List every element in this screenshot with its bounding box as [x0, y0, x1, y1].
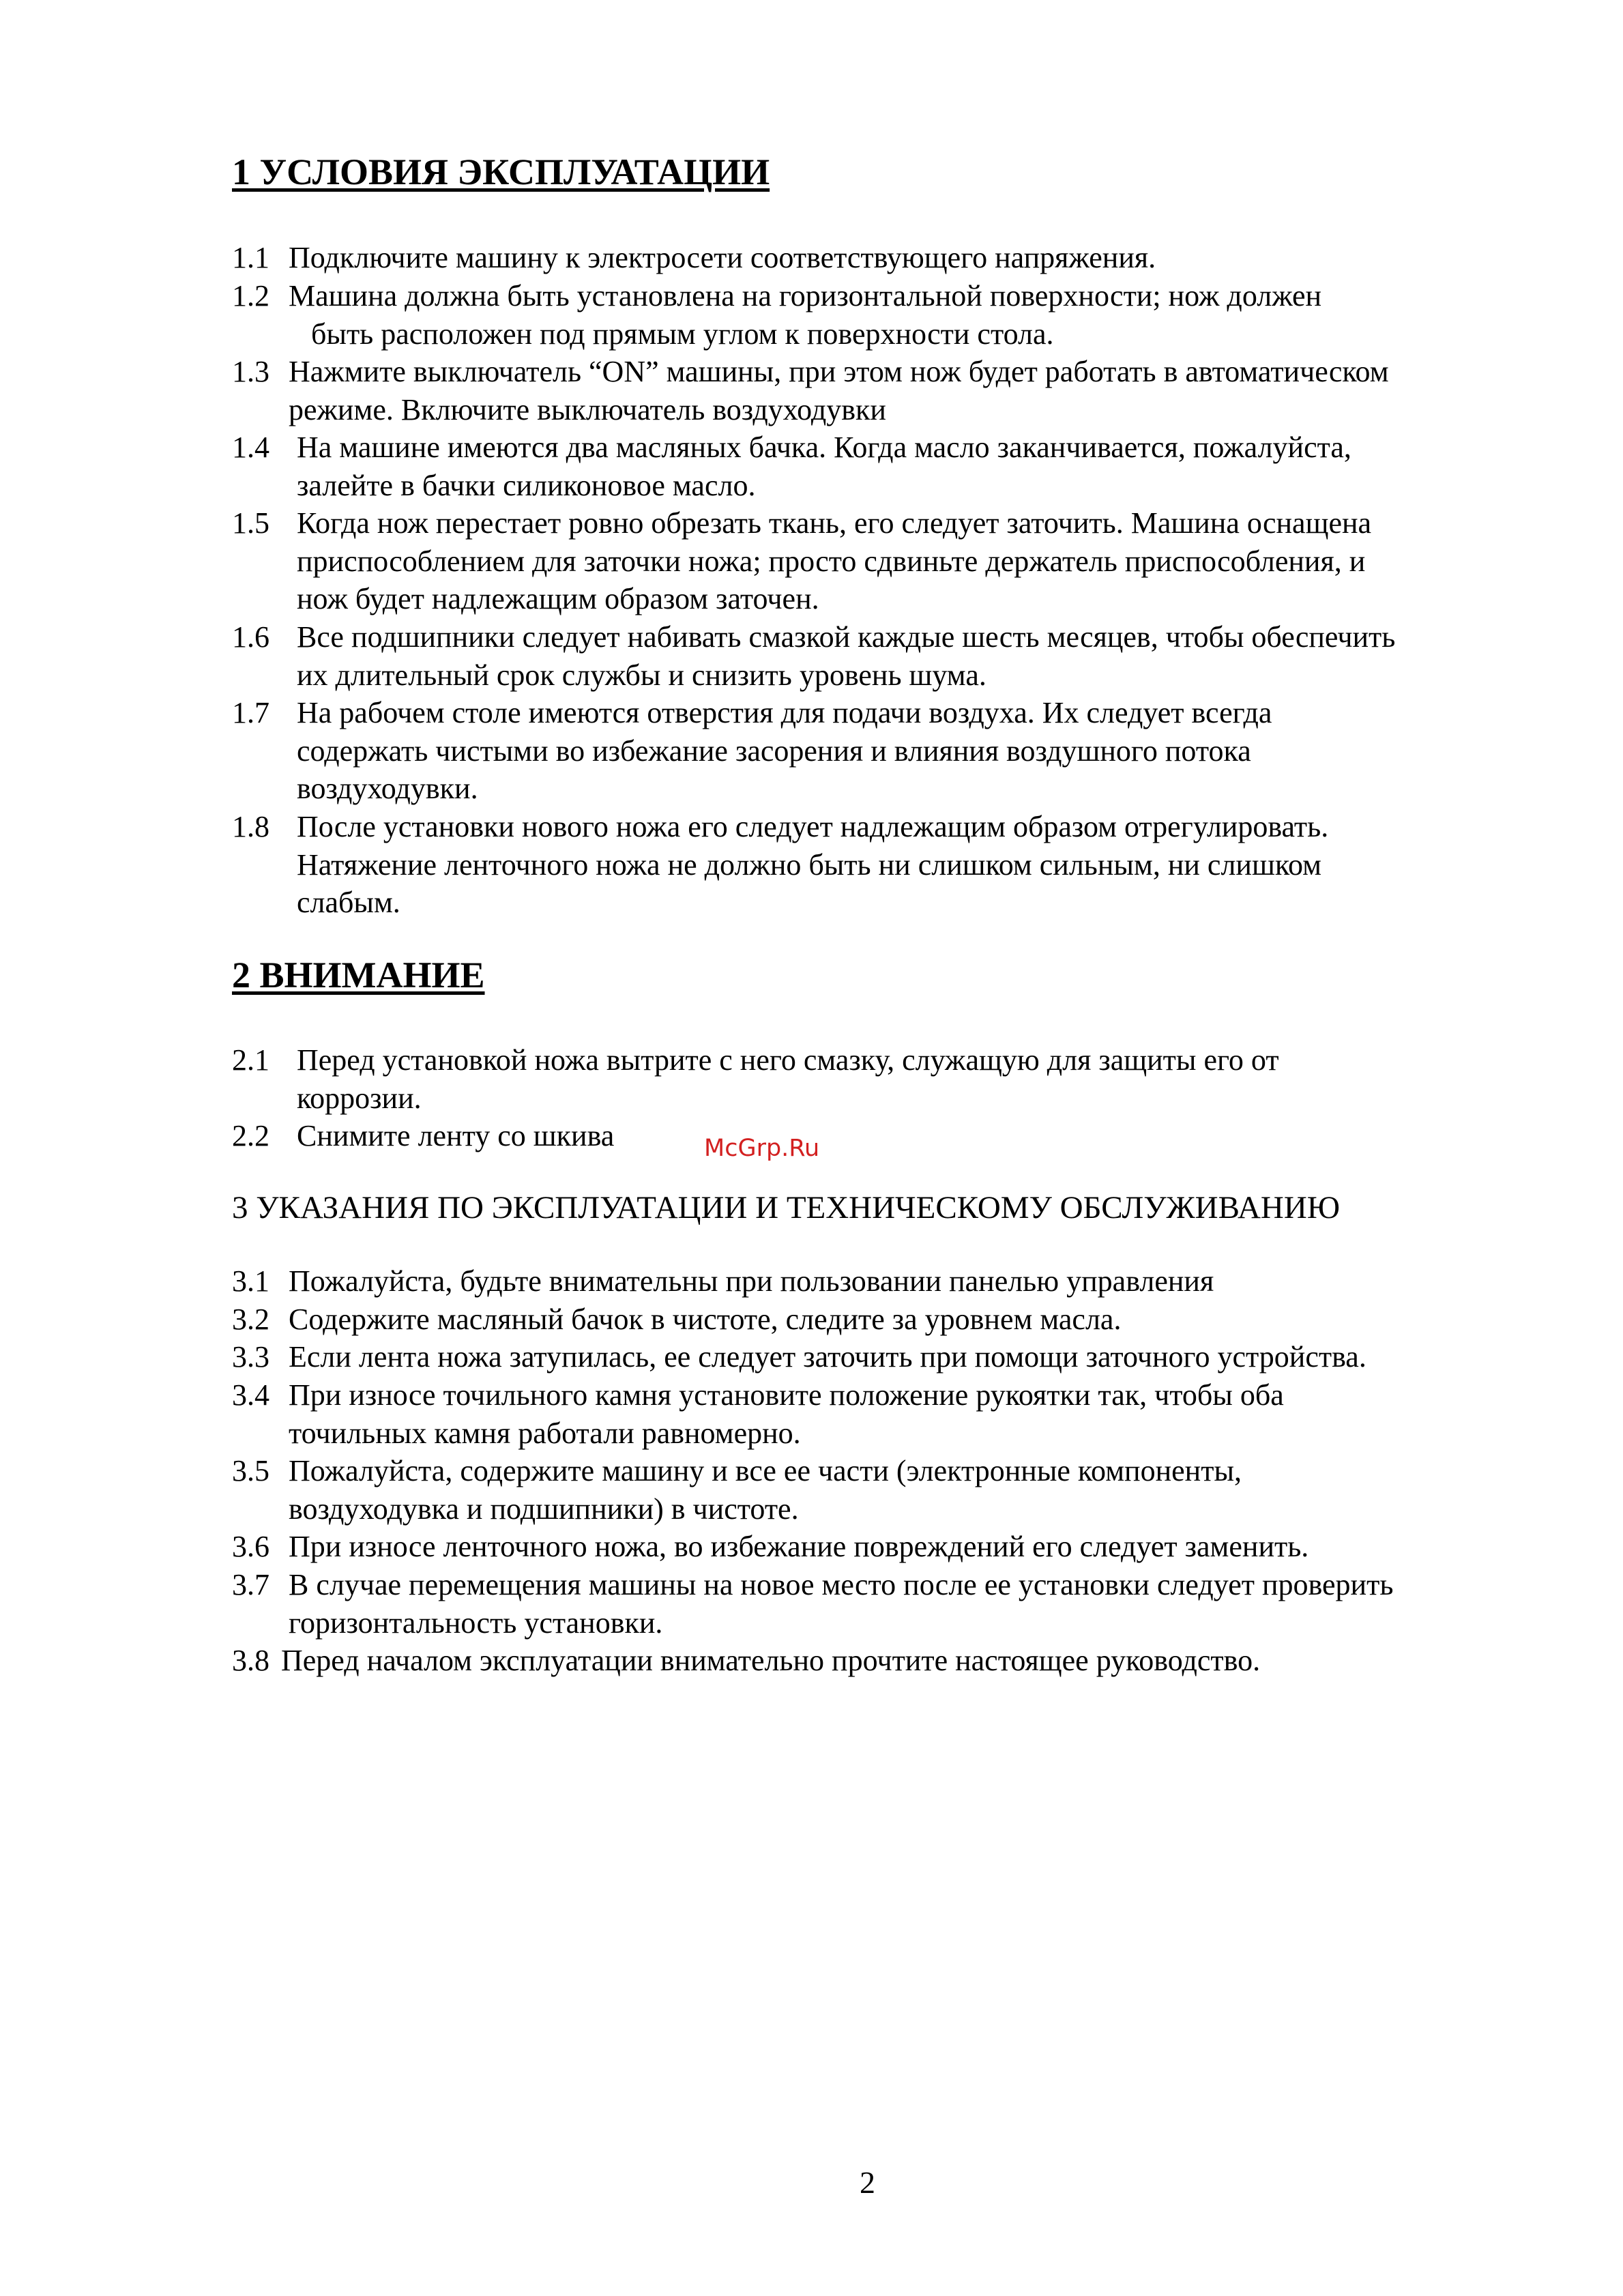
item-text: Перед началом эксплуатации внимательно прочтите настоящее руководство. — [281, 1644, 1261, 1677]
item-number: 3.5 — [232, 1454, 269, 1487]
list-item-3-2 — [232, 1300, 1542, 1339]
section-1-title: 1 УСЛОВИЯ ЭКСПЛУАТАЦИИ — [232, 151, 770, 192]
item-number: 1.2 — [232, 279, 269, 313]
item-number: 3.7 — [232, 1568, 269, 1601]
item-number: 3.6 — [232, 1530, 269, 1563]
item-number: 1.3 — [232, 355, 269, 388]
item-text: Все подшипники следует набивать смазкой каждые шесть месяцев, чтобы обеспечить их длительный срок службы и снизить уровень шума. — [297, 620, 1396, 692]
item-number: 1.5 — [232, 506, 269, 540]
item-text: После установки нового ножа его следует надлежащим образом отрегулировать. Натяжение ленточного ножа не должно быть ни слишком сильным, ни слишком слабым. — [297, 810, 1329, 919]
list-item-1-7 — [232, 694, 1542, 808]
list-item-3-1 — [232, 1262, 1542, 1300]
list-item-3-8 — [232, 1642, 1542, 1680]
item-number: 1.7 — [232, 696, 269, 729]
item-text: Если лента ножа затупилась, ее следует заточить при помощи заточного устройства. — [289, 1340, 1366, 1374]
watermark: McGrp.Ru — [704, 1135, 820, 1162]
item-text: Подключите машину к электросети соответствующего напряжения. — [289, 241, 1156, 274]
list-item-3-6 — [232, 1528, 1542, 1566]
item-number: 2.2 — [232, 1119, 269, 1152]
item-text: Пожалуйста, содержите машину и все ее части (электронные компоненты, воздуходувка и подшипники) в чистоте. — [289, 1454, 1242, 1526]
item-number: 3.4 — [232, 1378, 269, 1412]
section-3-title: 3 УКАЗАНИЯ ПО ЭКСПЛУАТАЦИИ И ТЕХНИЧЕСКОМУ ОБСЛУЖИВАНИЮ — [232, 1190, 1341, 1225]
list-item-3-4 — [232, 1376, 1542, 1452]
list-item-1-5 — [232, 504, 1542, 618]
list-item-3-5 — [232, 1452, 1542, 1528]
item-text: Машина должна быть установлена на горизонтальной поверхности; нож должен быть расположен под прямым углом к поверхности стола. — [289, 279, 1322, 351]
item-number: 1.8 — [232, 810, 269, 843]
list-item-1-4 — [232, 428, 1542, 504]
item-text: Пожалуйста, будьте внимательны при пользовании панелью управления — [289, 1264, 1214, 1298]
item-text: В случае перемещения машины на новое место после ее установки следует проверить горизонтальность установки. — [289, 1568, 1394, 1640]
item-text: При износе ленточного ножа, во избежание повреждений его следует заменить. — [289, 1530, 1309, 1563]
item-text: Когда нож перестает ровно обрезать ткань, его следует заточить. Машина оснащена приспособлением для заточки ножа; просто сдвиньте держатель приспособления, и нож будет надлежащим образом заточен. — [297, 506, 1372, 615]
item-number: 3.8 — [232, 1644, 269, 1677]
section-2-title: 2 ВНИМАНИЕ — [232, 955, 485, 996]
item-text: При износе точильного камня установите положение рукоятки так, чтобы оба точильных камня работали равномерно. — [289, 1378, 1284, 1450]
list-item-1-2 — [232, 277, 1542, 353]
list-item-1-3 — [232, 353, 1542, 428]
page-number: 2 — [860, 2165, 875, 2200]
item-text: Перед установкой ножа вытрите с него смазку, служащую для защиты его от коррозии. — [297, 1043, 1279, 1115]
list-item-1-1 — [232, 239, 1542, 277]
item-text: Снимите ленту со шкива — [297, 1119, 615, 1152]
item-text: На рабочем столе имеются отверстия для подачи воздуха. Их следует всегда содержать чистыми во избежание засорения и влияния воздушного потока воздуходувки. — [297, 696, 1272, 805]
item-number: 2.1 — [232, 1043, 269, 1077]
list-item-3-7 — [232, 1566, 1542, 1642]
item-number: 1.4 — [232, 431, 269, 464]
item-number: 3.1 — [232, 1264, 269, 1298]
item-number: 3.3 — [232, 1340, 269, 1374]
item-number: 3.2 — [232, 1303, 269, 1336]
list-item-2-1 — [232, 1041, 1542, 1117]
list-item-1-8 — [232, 808, 1542, 922]
item-text: На машине имеются два масляных бачка. Когда масло заканчивается, пожалуйста, залейте в бачки силиконовое масло. — [297, 431, 1351, 502]
list-item-1-6 — [232, 618, 1542, 694]
item-number: 1.1 — [232, 241, 269, 274]
list-item-3-3 — [232, 1338, 1542, 1376]
list-item-2-2 — [232, 1117, 1542, 1155]
item-number: 1.6 — [232, 620, 269, 654]
item-text: Нажмите выключатель “ON” машины, при этом нож будет работать в автоматическом режиме. Включите выключатель воздуходувки — [289, 355, 1389, 426]
item-text: Содержите масляный бачок в чистоте, следите за уровнем масла. — [289, 1303, 1122, 1336]
